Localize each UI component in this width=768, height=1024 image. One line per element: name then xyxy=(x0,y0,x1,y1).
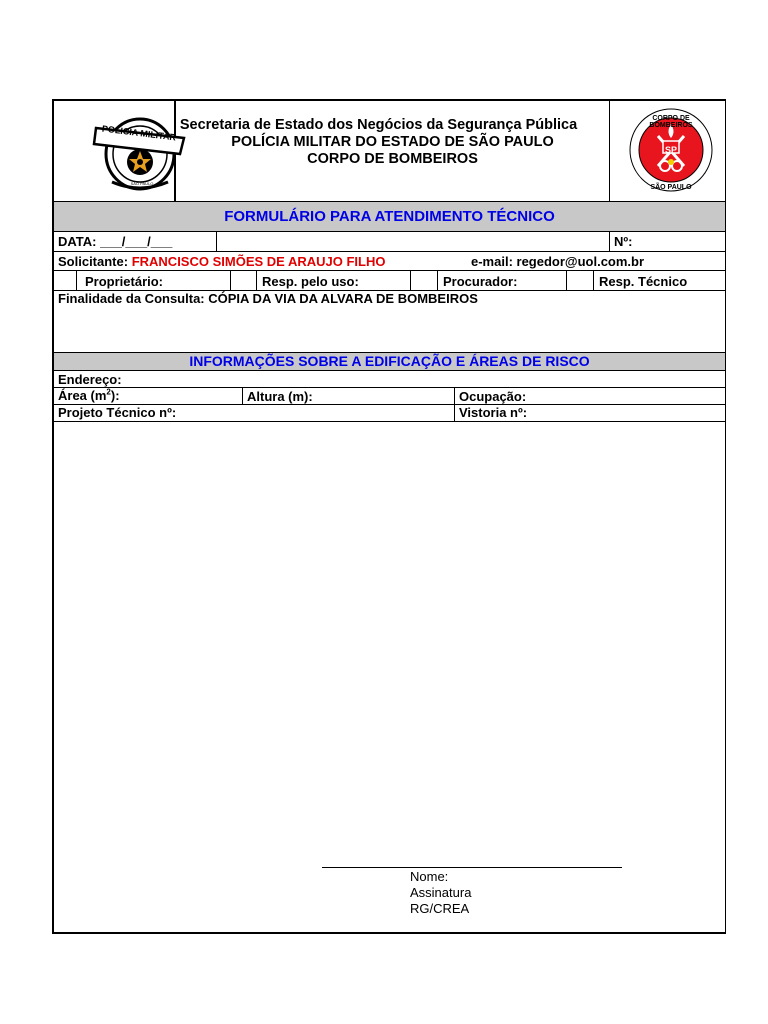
resp-use-label: Resp. pelo uso: xyxy=(262,274,359,289)
project-field[interactable]: Projeto Técnico nº: xyxy=(58,405,177,420)
attorney-label: Procurador: xyxy=(443,274,518,289)
bombeiros-logo-text: CORPO DE BOMBEIROS xyxy=(649,115,693,129)
email-field[interactable]: e-mail: regedor@uol.com.br xyxy=(471,254,645,269)
header-policia-militar: POLÍCIA MILITAR DO ESTADO DE SÃO PAULO xyxy=(231,134,554,150)
divider xyxy=(54,251,725,252)
divider xyxy=(54,270,725,271)
occupation-field[interactable]: Ocupação: xyxy=(459,389,527,404)
divider xyxy=(410,270,411,290)
bombeiros-logo-subtext: SÃO PAULO xyxy=(650,184,692,191)
signature-name-label: Nome: xyxy=(410,869,449,884)
area-field[interactable] xyxy=(58,388,120,403)
signature-line[interactable] xyxy=(322,867,622,868)
header-text-block xyxy=(176,101,609,201)
purpose-value: CÓPIA DA VIA DA ALVARA DE BOMBEIROS xyxy=(208,291,478,306)
owner-checkbox[interactable] xyxy=(76,270,77,290)
number-field[interactable]: Nº: xyxy=(614,234,633,249)
resp-tech-checkbox[interactable] xyxy=(593,270,594,290)
divider xyxy=(216,231,217,251)
area-label: Área (m xyxy=(58,388,107,403)
requester-value: FRANCISCO SIMÕES DE ARAUJO FILHO xyxy=(131,254,386,269)
divider xyxy=(54,421,725,422)
divider xyxy=(242,387,243,404)
header-secretaria: Secretaria de Estado dos Negócios da Segurança Pública xyxy=(179,117,578,133)
divider xyxy=(566,270,567,290)
owner-label: Proprietário: xyxy=(85,274,164,289)
form-title: FORMULÁRIO PARA ATENDIMENTO TÉCNICO xyxy=(54,202,725,231)
header-divider-right xyxy=(609,101,610,202)
address-field[interactable]: Endereço: xyxy=(58,372,122,387)
attorney-checkbox[interactable] xyxy=(437,270,438,290)
policia-logo-text: POLICIA MILITAR xyxy=(101,123,177,143)
area-superscript: 2 xyxy=(106,387,111,397)
header-corpo-bombeiros: CORPO DE BOMBEIROS xyxy=(307,151,478,167)
policia-logo-subtext: SÃO PAULO xyxy=(130,181,154,186)
divider xyxy=(54,387,725,388)
purpose-label: Finalidade da Consulta: xyxy=(58,291,205,306)
requester-field[interactable] xyxy=(58,254,385,269)
inspection-field[interactable]: Vistoria nº: xyxy=(459,405,528,420)
requester-label: Solicitante: xyxy=(58,254,129,269)
divider xyxy=(54,231,725,232)
signature-id-label: RG/CREA xyxy=(410,901,470,916)
area-label-end: ): xyxy=(110,388,120,403)
resp-tech-label: Resp. Técnico xyxy=(599,274,688,289)
section-title: INFORMAÇÕES SOBRE A EDIFICAÇÃO E ÁREAS DE RISCO xyxy=(54,353,725,370)
divider xyxy=(230,270,231,290)
purpose-field[interactable] xyxy=(58,291,478,306)
date-field[interactable]: DATA: ___/___/___ xyxy=(58,234,173,249)
signature-label: Assinatura xyxy=(410,885,472,900)
divider xyxy=(609,231,610,251)
height-field[interactable]: Altura (m): xyxy=(247,389,313,404)
bombeiros-logo-badge: SP xyxy=(664,145,677,155)
technical-service-form xyxy=(52,99,726,934)
resp-use-checkbox[interactable] xyxy=(256,270,257,290)
divider xyxy=(54,370,725,371)
